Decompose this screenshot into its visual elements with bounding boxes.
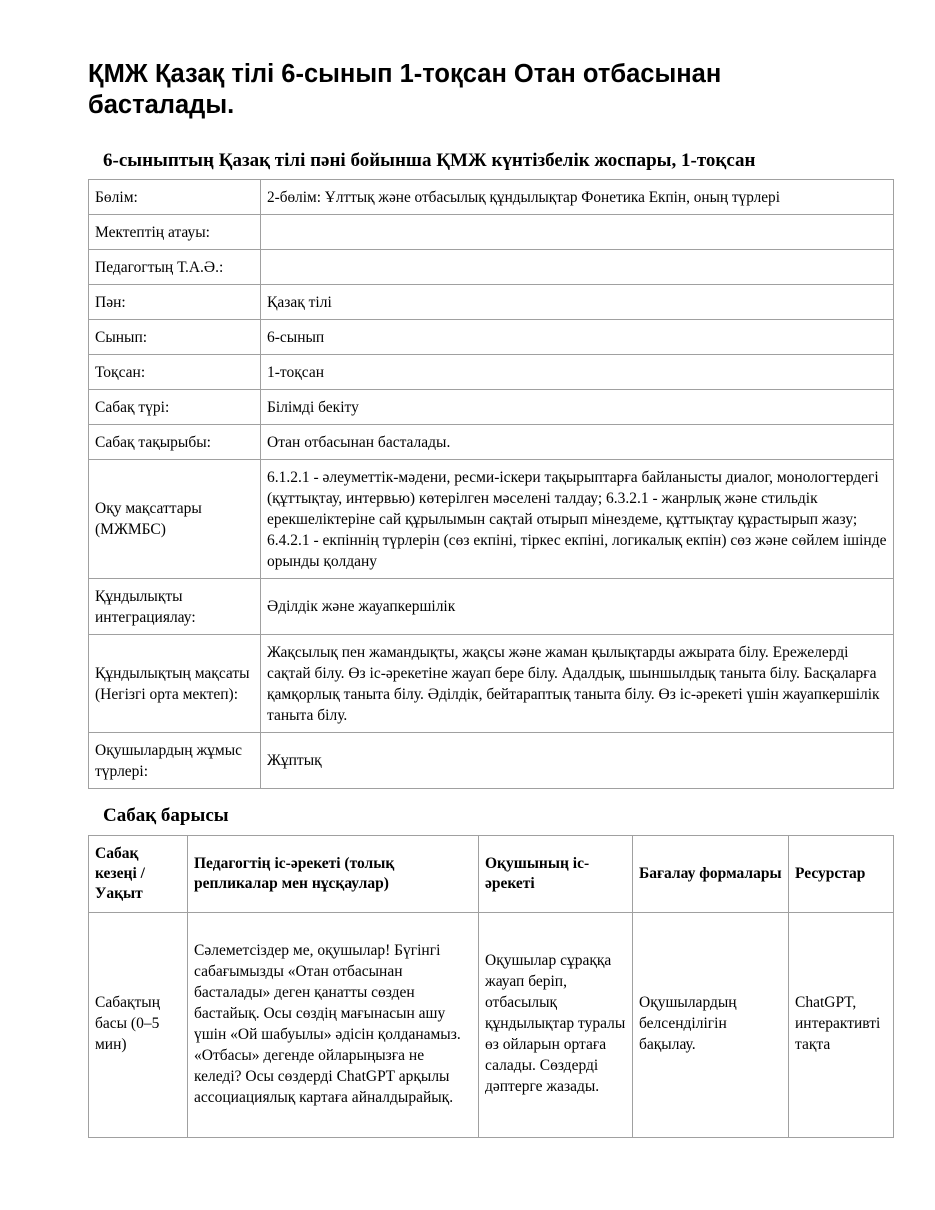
info-label: Пән: <box>89 285 261 320</box>
column-header-assessment: Бағалау формалары <box>633 836 789 913</box>
info-value: 6.1.2.1 - әлеуметтік-мәдени, ресми-іскери тақырыптарға байланысты диалог, монологтердегі (құттықтау, интервью) көтерілген мәселені талдау; 6.3.2.1 - жанрлық және стильдік ерекшеліктеріне сай құрылымын сақтай отырып мінездеме, құттықтау құрастырып жазу; 6.4.2.1 - екпіннің түрлерін (сөз екпіні, тіркес екпіні, логикалық екпін) сөз және сөйлем ішінде орынды қолдану <box>261 460 894 579</box>
lesson-stage-cell: Сабақтың басы (0–5 мин) <box>89 913 188 1138</box>
lesson-progress-heading: Сабақ барысы <box>103 805 229 826</box>
info-value: 1-тоқсан <box>261 355 894 390</box>
info-value: 6-сынып <box>261 320 894 355</box>
info-label: Тоқсан: <box>89 355 261 390</box>
column-header-resources: Ресурстар <box>789 836 894 913</box>
info-row-quarter <box>89 355 894 390</box>
info-row-grade <box>89 320 894 355</box>
column-header-teacher-actions: Педагогтің іс-әрекеті (толық репликалар мен нұсқаулар) <box>188 836 479 913</box>
info-label: Бөлім: <box>89 180 261 215</box>
info-value: Жұптық <box>261 733 894 789</box>
info-value: Қазақ тілі <box>261 285 894 320</box>
column-header-student-actions: Оқушының іс-әрекеті <box>479 836 633 913</box>
info-value: 2-бөлім: Ұлттық және отбасылық құндылықтар Фонетика Екпін, оның түрлері <box>261 180 894 215</box>
resources-cell: ChatGPT, интерактивті тақта <box>789 913 894 1138</box>
info-label: Оқу мақсаттары (МЖМБС) <box>89 460 261 579</box>
info-value <box>261 215 894 250</box>
column-header-stage: Сабақ кезеңі / Уақыт <box>89 836 188 913</box>
info-row-work-types <box>89 733 894 789</box>
info-label: Сынып: <box>89 320 261 355</box>
info-value: Білімді бекіту <box>261 390 894 425</box>
info-row-subject <box>89 285 894 320</box>
info-row-lesson-topic <box>89 425 894 460</box>
teacher-actions-cell: Сәлеметсіздер ме, оқушылар! Бүгінгі сабағымызды «Отан отбасынан басталады» деген қанатты сөзден бастайық. Осы сөздің мағынасын ашу үшін «Ой шабуылы» әдісін қолданамыз. «Отбасы» дегенде ойларыңызға не келеді? Осы сөздерді ChatGPT арқылы ассоциациялық картаға айналдырайық. <box>188 913 479 1138</box>
info-label: Құндылықтың мақсаты (Негізгі орта мектеп): <box>89 635 261 733</box>
lesson-info-table <box>88 179 894 789</box>
page-title: ҚМЖ Қазақ тілі 6-сынып 1-тоқсан Отан отбасынан басталады. <box>88 60 722 119</box>
info-value: Отан отбасынан басталады. <box>261 425 894 460</box>
plan-subtitle: 6-сыныптың Қазақ тілі пәні бойынша ҚМЖ күнтізбелік жоспары, 1-тоқсан <box>103 150 756 171</box>
info-label: Сабақ түрі: <box>89 390 261 425</box>
info-label: Сабақ тақырыбы: <box>89 425 261 460</box>
info-value: Жақсылық пен жамандықты, жақсы және жаман қылықтарды ажырата білу. Ережелерді сақтай білу. Өз іс-әрекетіне жауап бере білу. Адалдық, шыншылдық таныта білу. Басқаларға қамқорлық таныта білу. Әділдік, бейтараптық таныта білу. Өз іс-әрекеті үшін жауапкершілік таныта білу. <box>261 635 894 733</box>
info-label: Оқушылардың жұмыс түрлері: <box>89 733 261 789</box>
info-row-lesson-type <box>89 390 894 425</box>
info-value <box>261 250 894 285</box>
info-label: Құндылықты интеграциялау: <box>89 579 261 635</box>
info-row-value-goal <box>89 635 894 733</box>
info-row-section <box>89 180 894 215</box>
info-label: Педагогтың Т.А.Ә.: <box>89 250 261 285</box>
student-actions-cell: Оқушылар сұраққа жауап беріп, отбасылық құндылықтар туралы өз ойларын ортаға салады. Сөздерді дәптерге жазады. <box>479 913 633 1138</box>
assessment-cell: Оқушылардың белсенділігін бақылау. <box>633 913 789 1138</box>
info-row-value-integration <box>89 579 894 635</box>
info-row-teacher <box>89 250 894 285</box>
info-label: Мектептің атауы: <box>89 215 261 250</box>
info-row-school <box>89 215 894 250</box>
info-value: Әділдік және жауапкершілік <box>261 579 894 635</box>
lesson-progress-table <box>88 835 894 1138</box>
table-header-row <box>89 836 894 913</box>
table-row <box>89 913 894 1138</box>
info-row-learning-objectives <box>89 460 894 579</box>
